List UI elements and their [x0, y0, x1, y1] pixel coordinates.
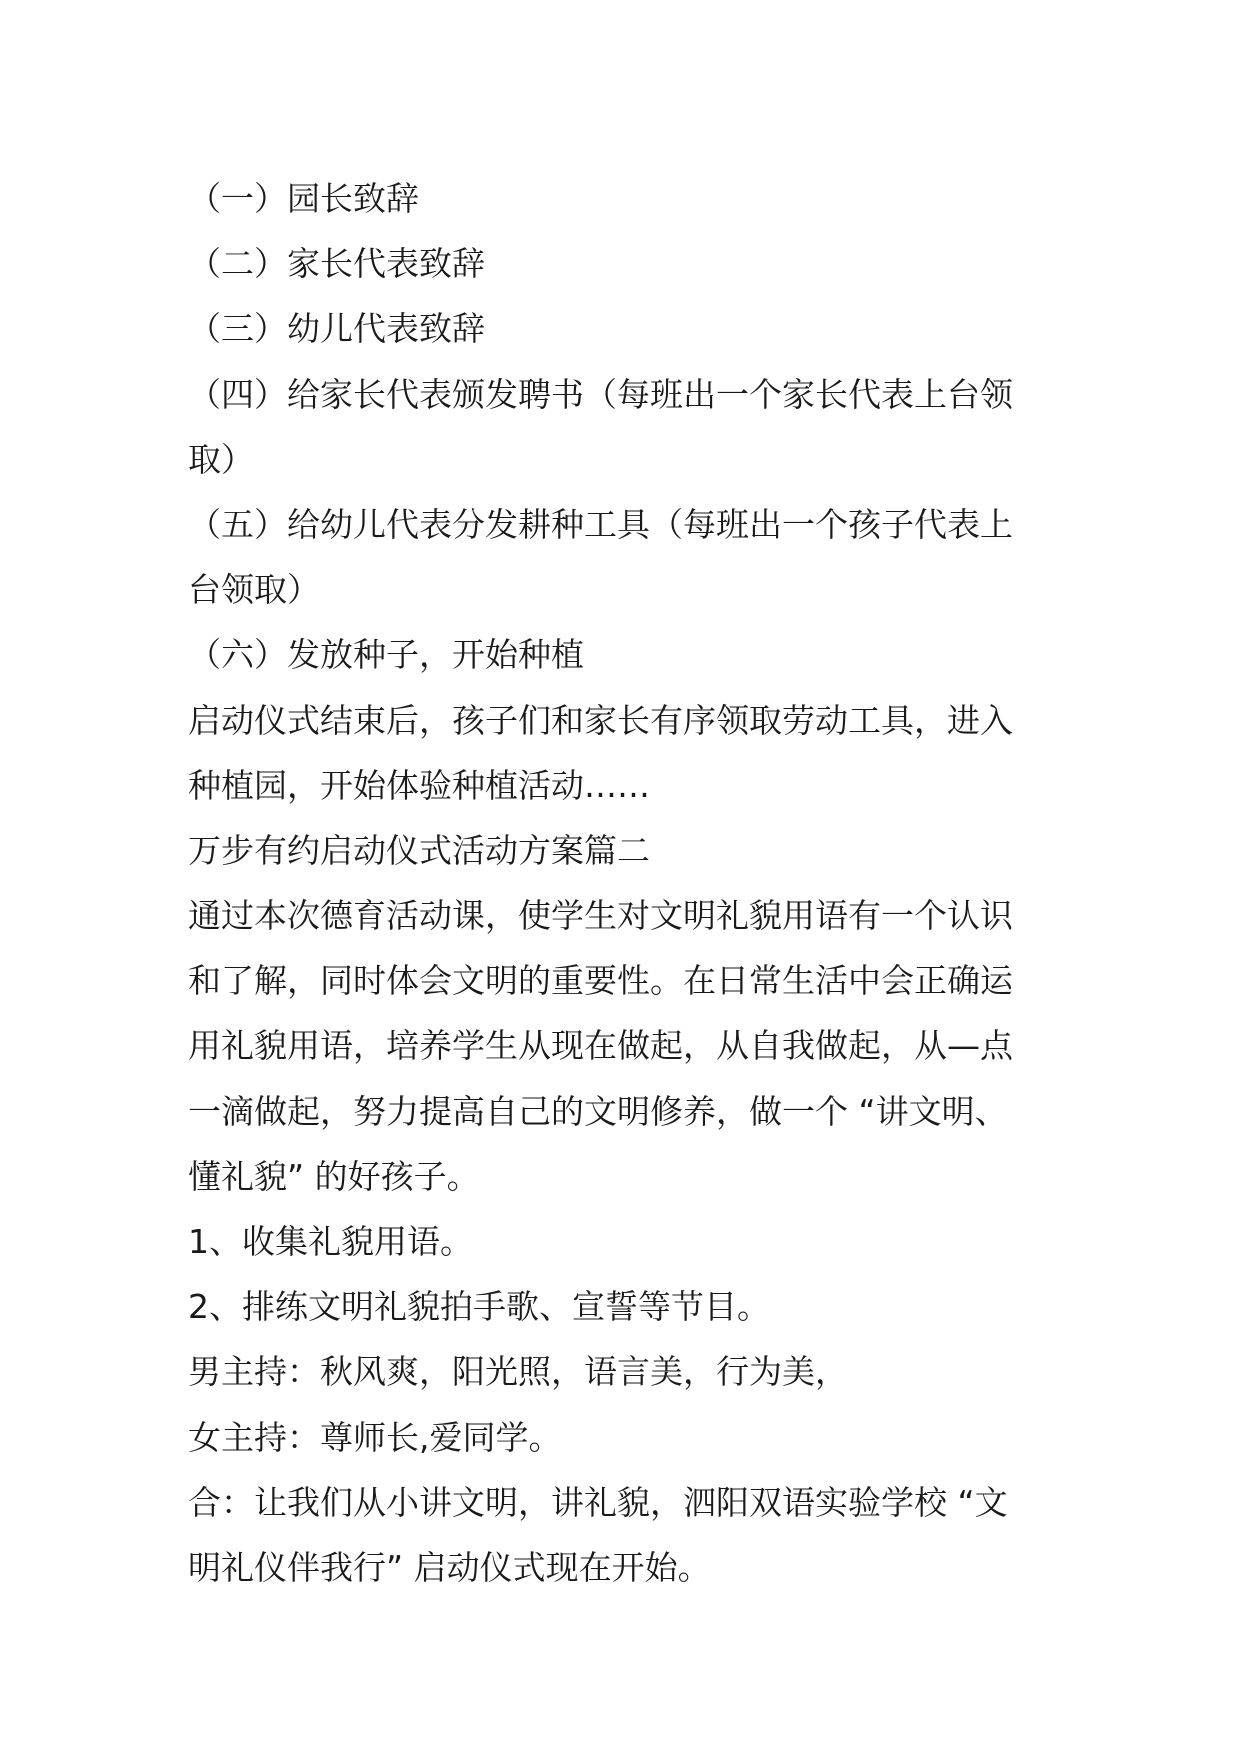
agenda-item-1: （一）园长致辞: [188, 179, 419, 218]
paragraph-line: 用礼貌用语，培养学生从现在做起，从自我做起，从—点: [188, 1026, 1013, 1066]
agenda-item-2: （二）家长代表致辞: [188, 244, 485, 284]
together-line-cont: 明礼仪伴我行” 启动仪式现在开始。: [188, 1547, 711, 1587]
together-line: 合：让我们从小讲文明，讲礼貌，泗阳双语实验学校 “文: [188, 1482, 1008, 1522]
list-item-2: 2、排练文明礼貌拍手歌、宣誓等节目。: [188, 1287, 770, 1327]
section-heading: 万步有约启动仪式活动方案篇二: [188, 830, 650, 870]
female-host-line: 女主持：尊师长,爱同学。: [188, 1417, 562, 1457]
agenda-item-4-cont: 取）: [188, 439, 254, 479]
paragraph-line: 懂礼貌” 的好孩子。: [188, 1156, 480, 1196]
male-host-line: 男主持：秋风爽，阳光照，语言美，行为美，: [188, 1352, 848, 1392]
agenda-item-5-cont: 台领取）: [188, 570, 320, 610]
list-item-1: 1、收集礼貌用语。: [188, 1222, 473, 1261]
paragraph-line: 一滴做起，努力提高自己的文明修养，做一个 “讲文明、: [188, 1091, 1008, 1131]
paragraph-line: 和了解，同时体会文明的重要性。在日常生活中会正确运: [188, 961, 1013, 1001]
paragraph-line: 启动仪式结束后，孩子们和家长有序领取劳动工具，进入: [188, 700, 1013, 740]
paragraph-line: 种植园，开始体验种植活动……: [188, 765, 650, 805]
agenda-item-5: （五）给幼儿代表分发耕种工具（每班出一个孩子代表上: [188, 504, 1013, 544]
agenda-item-4: （四）给家长代表颁发聘书（每班出一个家长代表上台领: [188, 374, 1013, 414]
agenda-item-3: （三）幼儿代表致辞: [188, 309, 485, 349]
paragraph-line: 通过本次德育活动课，使学生对文明礼貌用语有一个认识: [188, 896, 1013, 936]
agenda-item-6: （六）发放种子，开始种植: [188, 635, 584, 675]
document-body: [188, 166, 1068, 1600]
